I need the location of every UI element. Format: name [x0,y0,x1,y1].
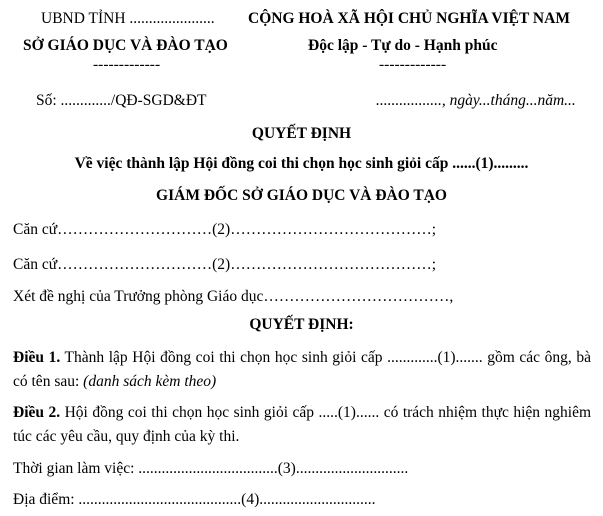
right-divider: ------------- [379,56,447,73]
decision-heading: QUYẾT ĐỊNH: [249,316,354,333]
work-time: Thời gian làm việc: ....................................(3)............................. [13,460,409,477]
article-2 [13,401,591,449]
article-1-label: Điều 1. [13,349,61,366]
legal-basis-2: Căn cứ…………………………(2)…………………………………; [13,256,437,273]
document-title: QUYẾT ĐỊNH [251,125,352,142]
national-motto: Độc lập - Tự do - Hạnh phúc [308,37,498,54]
department-name: SỞ GIÁO DỤC VÀ ĐÀO TẠO [23,37,228,54]
article-2-text: Hội đồng coi thi chọn học sinh giỏi cấp .....(1)...... có trách nhiệm thực hiện nghiêm túc các yêu cầu, quy định của kỳ thi. [13,404,592,445]
issuing-authority: GIÁM ĐỐC SỞ GIÁO DỤC VÀ ĐÀO TẠO [156,187,447,204]
agency-line: UBND TỈNH ...................... [41,10,215,27]
article-1-note: (danh sách kèm theo) [83,373,217,390]
article-1 [13,346,591,394]
document-number: Số: ............./QĐ-SGD&ĐT [36,92,207,109]
legal-basis-1: Căn cứ…………………………(2)…………………………………; [13,221,437,238]
article-1-text: Thành lập Hội đồng coi thi chọn học sinh giỏi cấp .............(1)....... gồm các ông, bà có tên sau: [13,349,591,390]
document-subject: Về việc thành lập Hội đồng coi thi chọn học sinh giỏi cấp ......(1)......... [74,155,529,172]
proposal-basis: Xét đề nghị của Trưởng phòng Giáo dục………………………………, [13,288,454,305]
location: Địa điểm: ..........................................(4).............................. [13,491,376,508]
article-2-label: Điều 2. [13,404,61,421]
national-title: CỘNG HOÀ XÃ HỘI CHỦ NGHĨA VIỆT NAM [248,10,570,27]
left-divider: ------------- [93,56,161,73]
date-line: ................., ngày...tháng...năm... [376,92,576,109]
